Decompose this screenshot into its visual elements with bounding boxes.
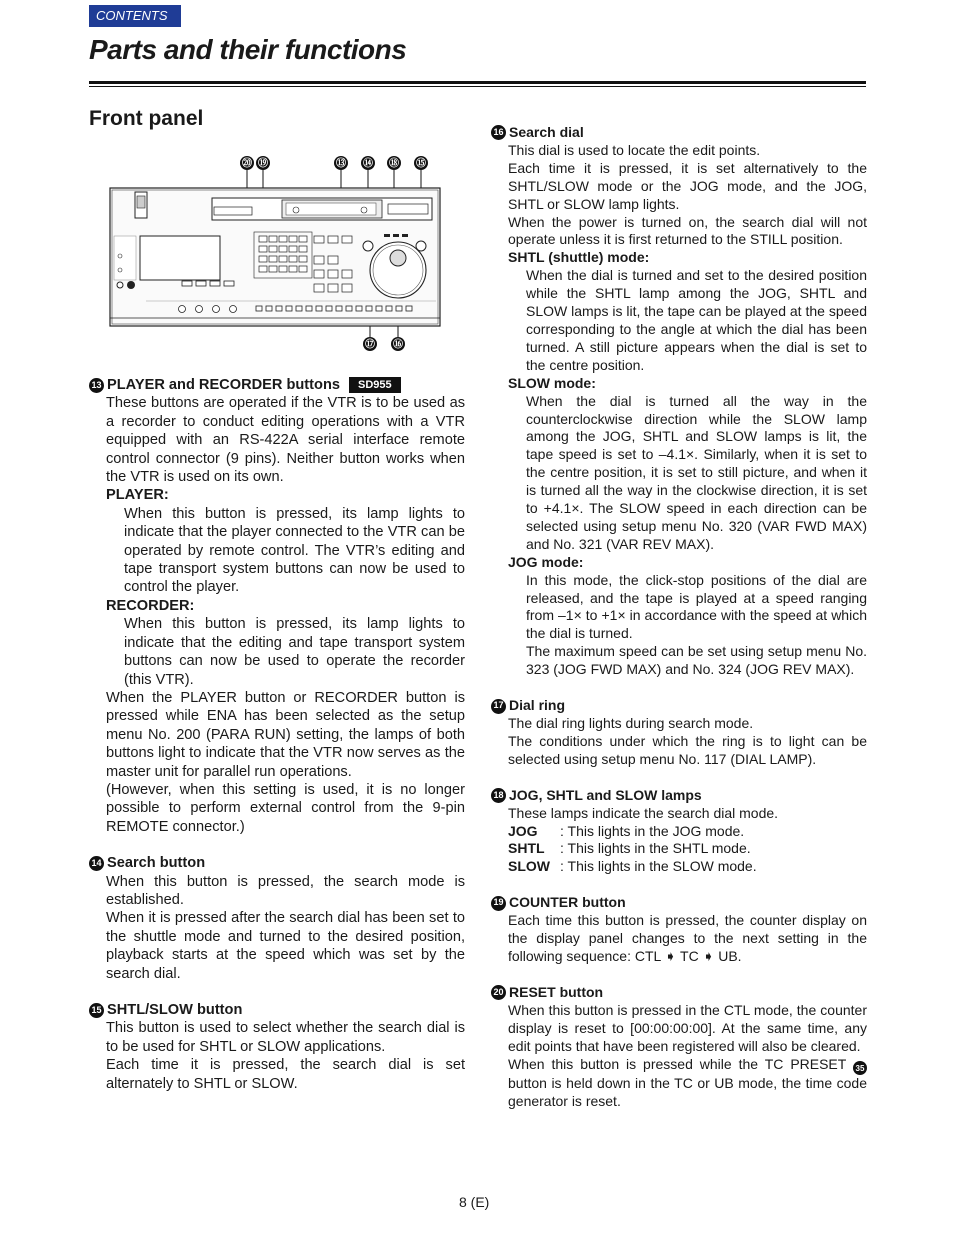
recorder-label: RECORDER: (106, 597, 195, 614)
item-13-extra1: When the PLAYER button or RECORDER button is pressed while ENA has been selected as the setup menu No. 200 (PARA RUN) setting, the lamps of both buttons light to indicate that the VTR now serves as the master unit for parallel run operations. (106, 689, 465, 780)
item-16-p3: When the power is turned on, the search dial will not operate unless it is first returned to the STILL position. (508, 213, 867, 248)
lamp-jog-key: JOG (508, 822, 538, 839)
lamp-slow-value: : This lights in the SLOW mode. (560, 858, 757, 875)
shtl-mode-text: When the dial is turned and set to the desired position while the SHTL lamp among the JOG, SHTL and SLOW lamps is lit, the tape can be played at the speed corresponding to the angle at which the dial has been turned. A still picture appears when the dial is set to the centre position. (526, 267, 867, 373)
item-13-heading (89, 376, 465, 394)
slow-mode-label: SLOW mode: (508, 374, 596, 391)
item-14-heading (89, 854, 465, 872)
item-15-p2: Each time it is pressed, the search dial is set alternately to SHTL or SLOW. (106, 1057, 465, 1092)
callout-18: ⑱ (389, 158, 399, 170)
item-search-button (89, 854, 465, 983)
left-column (89, 376, 465, 1111)
callout-20: ⑳ (242, 158, 252, 170)
lamp-shtl-key: SHTL (508, 840, 545, 857)
lamp-row-jog (491, 823, 867, 841)
lamp-jog-value: : This lights in the JOG mode. (560, 822, 745, 839)
item-search-dial (491, 124, 867, 679)
item-19-p1: Each time this button is pressed, the counter display on the display panel changes to the next setting in the following sequence: CTL ➧ TC ➧ UB. (508, 912, 867, 964)
item-20-p2 (491, 1056, 867, 1112)
item-20-p2a: When this button is pressed while the TC PRESET (508, 1055, 847, 1072)
number-20-icon: 20 (491, 985, 506, 1000)
callout-17: ⑰ (365, 339, 375, 351)
player-label: PLAYER: (106, 487, 169, 504)
number-17-icon: 17 (491, 699, 506, 714)
item-reset-button (491, 984, 867, 1111)
item-14-p1: When this button is pressed, the search mode is established. (106, 873, 465, 908)
item-19-title: COUNTER button (509, 894, 626, 911)
item-shtl-slow-button (89, 1001, 465, 1093)
jog-mode-text1: In this mode, the click-stop positions of the dial are released, and the tape is played at a speed ranging from –1× to +1× in accordance with the speed at which the dial is turned. (526, 571, 867, 642)
number-35-icon: 35 (853, 1061, 867, 1075)
callout-13: ⑬ (336, 158, 346, 170)
item-17-title: Dial ring (509, 697, 566, 714)
item-13-extra2: (However, when this setting is used, it is no longer possible to perform external control from the 9-pin REMOTE connector.) (106, 781, 465, 835)
item-15-p1: This button is used to select whether the search dial is to be used for SHTL or SLOW applications. (106, 1020, 465, 1055)
item-16-p1: This dial is used to locate the edit points. (508, 141, 761, 158)
page-number: 8 (E) (459, 1194, 490, 1210)
section-title: Front panel (89, 107, 204, 130)
callout-16: ⑯ (393, 339, 403, 351)
right-column (491, 124, 867, 1129)
jog-mode-text2: The maximum speed can be set using setup menu No. 323 (JOG FWD MAX) and No. 324 (JOG REV MAX). (526, 643, 867, 678)
item-14-title: Search button (107, 855, 206, 872)
number-14-icon: 14 (89, 856, 104, 871)
item-15-heading (89, 1001, 465, 1019)
number-18-icon: 18 (491, 788, 506, 803)
lamp-row-shtl (491, 840, 867, 858)
item-15-title: SHTL/SLOW button (107, 1002, 243, 1018)
item-16-heading (491, 124, 867, 142)
front-panel-figure (106, 150, 446, 355)
item-20-heading (491, 984, 867, 1002)
player-text: When this button is pressed, its lamp lights to indicate that the player connected to the VTR can be operated by remote control. The VTR’s editing and tape transport system buttons can now be used to control the player. (124, 505, 465, 596)
model-badge: SD955 (349, 377, 401, 393)
number-16-icon: 16 (491, 125, 506, 140)
lamp-slow-key: SLOW (508, 858, 550, 875)
item-jog-shtl-slow-lamps (491, 787, 867, 877)
callout-19: ⑲ (258, 158, 268, 170)
item-18-heading (491, 787, 867, 805)
lamp-shtl-value: : This lights in the SHTL mode. (560, 840, 751, 857)
item-player-recorder (89, 376, 465, 836)
recorder-text: When this button is pressed, its lamp lights to indicate that the editing and tape transport system buttons can now be used to operate the recorder (this VTR). (124, 616, 465, 688)
callout-14: ⑭ (363, 158, 373, 170)
contents-button[interactable]: CONTENTS (89, 5, 181, 27)
item-17-p1: The dial ring lights during search mode. (508, 715, 754, 731)
item-13-intro: These buttons are operated if the VTR is to be used as a recorder to conduct editing operations with a VTR equipped with an RS-422A serial interface remote control connector (9 pins). Neither button works when the VTR is used on its own. (106, 395, 465, 486)
number-15-icon: 15 (89, 1003, 104, 1018)
number-19-icon: 19 (491, 896, 506, 911)
item-18-title: JOG, SHTL and SLOW lamps (509, 786, 702, 803)
item-20-p2b: button is held down in the TC or UB mode, the time code generator is reset. (508, 1075, 867, 1110)
shtl-mode-label: SHTL (shuttle) mode: (508, 249, 650, 266)
jog-mode-label: JOG mode: (508, 553, 584, 570)
title-rule (89, 81, 866, 84)
slow-mode-text: When the dial is turned all the way in the counterclockwise direction while the SLOW lamp among the JOG, SHTL and SLOW lamps is lit, the tape speed is set to –4.1×. Similarly, when it is set to the centre position, it is set to still picture, and when it is turned all the way in the clockwise direction, it is set to +4.1×. The SLOW speed in each direction can be selected using setup menu No. 320 (VAR FWD MAX) and No. 321 (VAR REV MAX). (526, 392, 867, 552)
item-dial-ring (491, 697, 867, 769)
number-13-icon: 13 (89, 378, 104, 393)
item-20-p1: When this button is pressed in the CTL mode, the counter display is reset to [00:00:00:00]. At the same time, any edit points that have been registered will also be cleared. (508, 1001, 867, 1054)
lamp-row-slow (491, 858, 867, 876)
item-17-heading (491, 697, 867, 715)
callout-15: ⑮ (416, 158, 426, 170)
item-18-p1: These lamps indicate the search dial mode. (508, 804, 779, 821)
page-title: Parts and their functions (89, 34, 407, 65)
item-17-p2: The conditions under which the ring is to light can be selected using setup menu No. 117 (DIAL LAMP). (508, 732, 867, 767)
item-19-heading (491, 894, 867, 912)
item-14-p2: When it is pressed after the search dial has been set to the shuttle mode and turned to the desired position, playback starts at the speed which was set by the search dial. (106, 910, 465, 982)
item-16-title: Search dial (509, 124, 584, 140)
item-counter-button (491, 894, 867, 966)
item-13-title: PLAYER and RECORDER buttons (107, 377, 340, 393)
title-rule-thin (89, 86, 866, 87)
item-20-title: RESET button (509, 983, 604, 1000)
item-16-p2: Each time it is pressed, it is set alternatively to the SHTL/SLOW mode or the JOG mode, and the JOG, SHTL or SLOW lamp lights. (508, 159, 867, 212)
